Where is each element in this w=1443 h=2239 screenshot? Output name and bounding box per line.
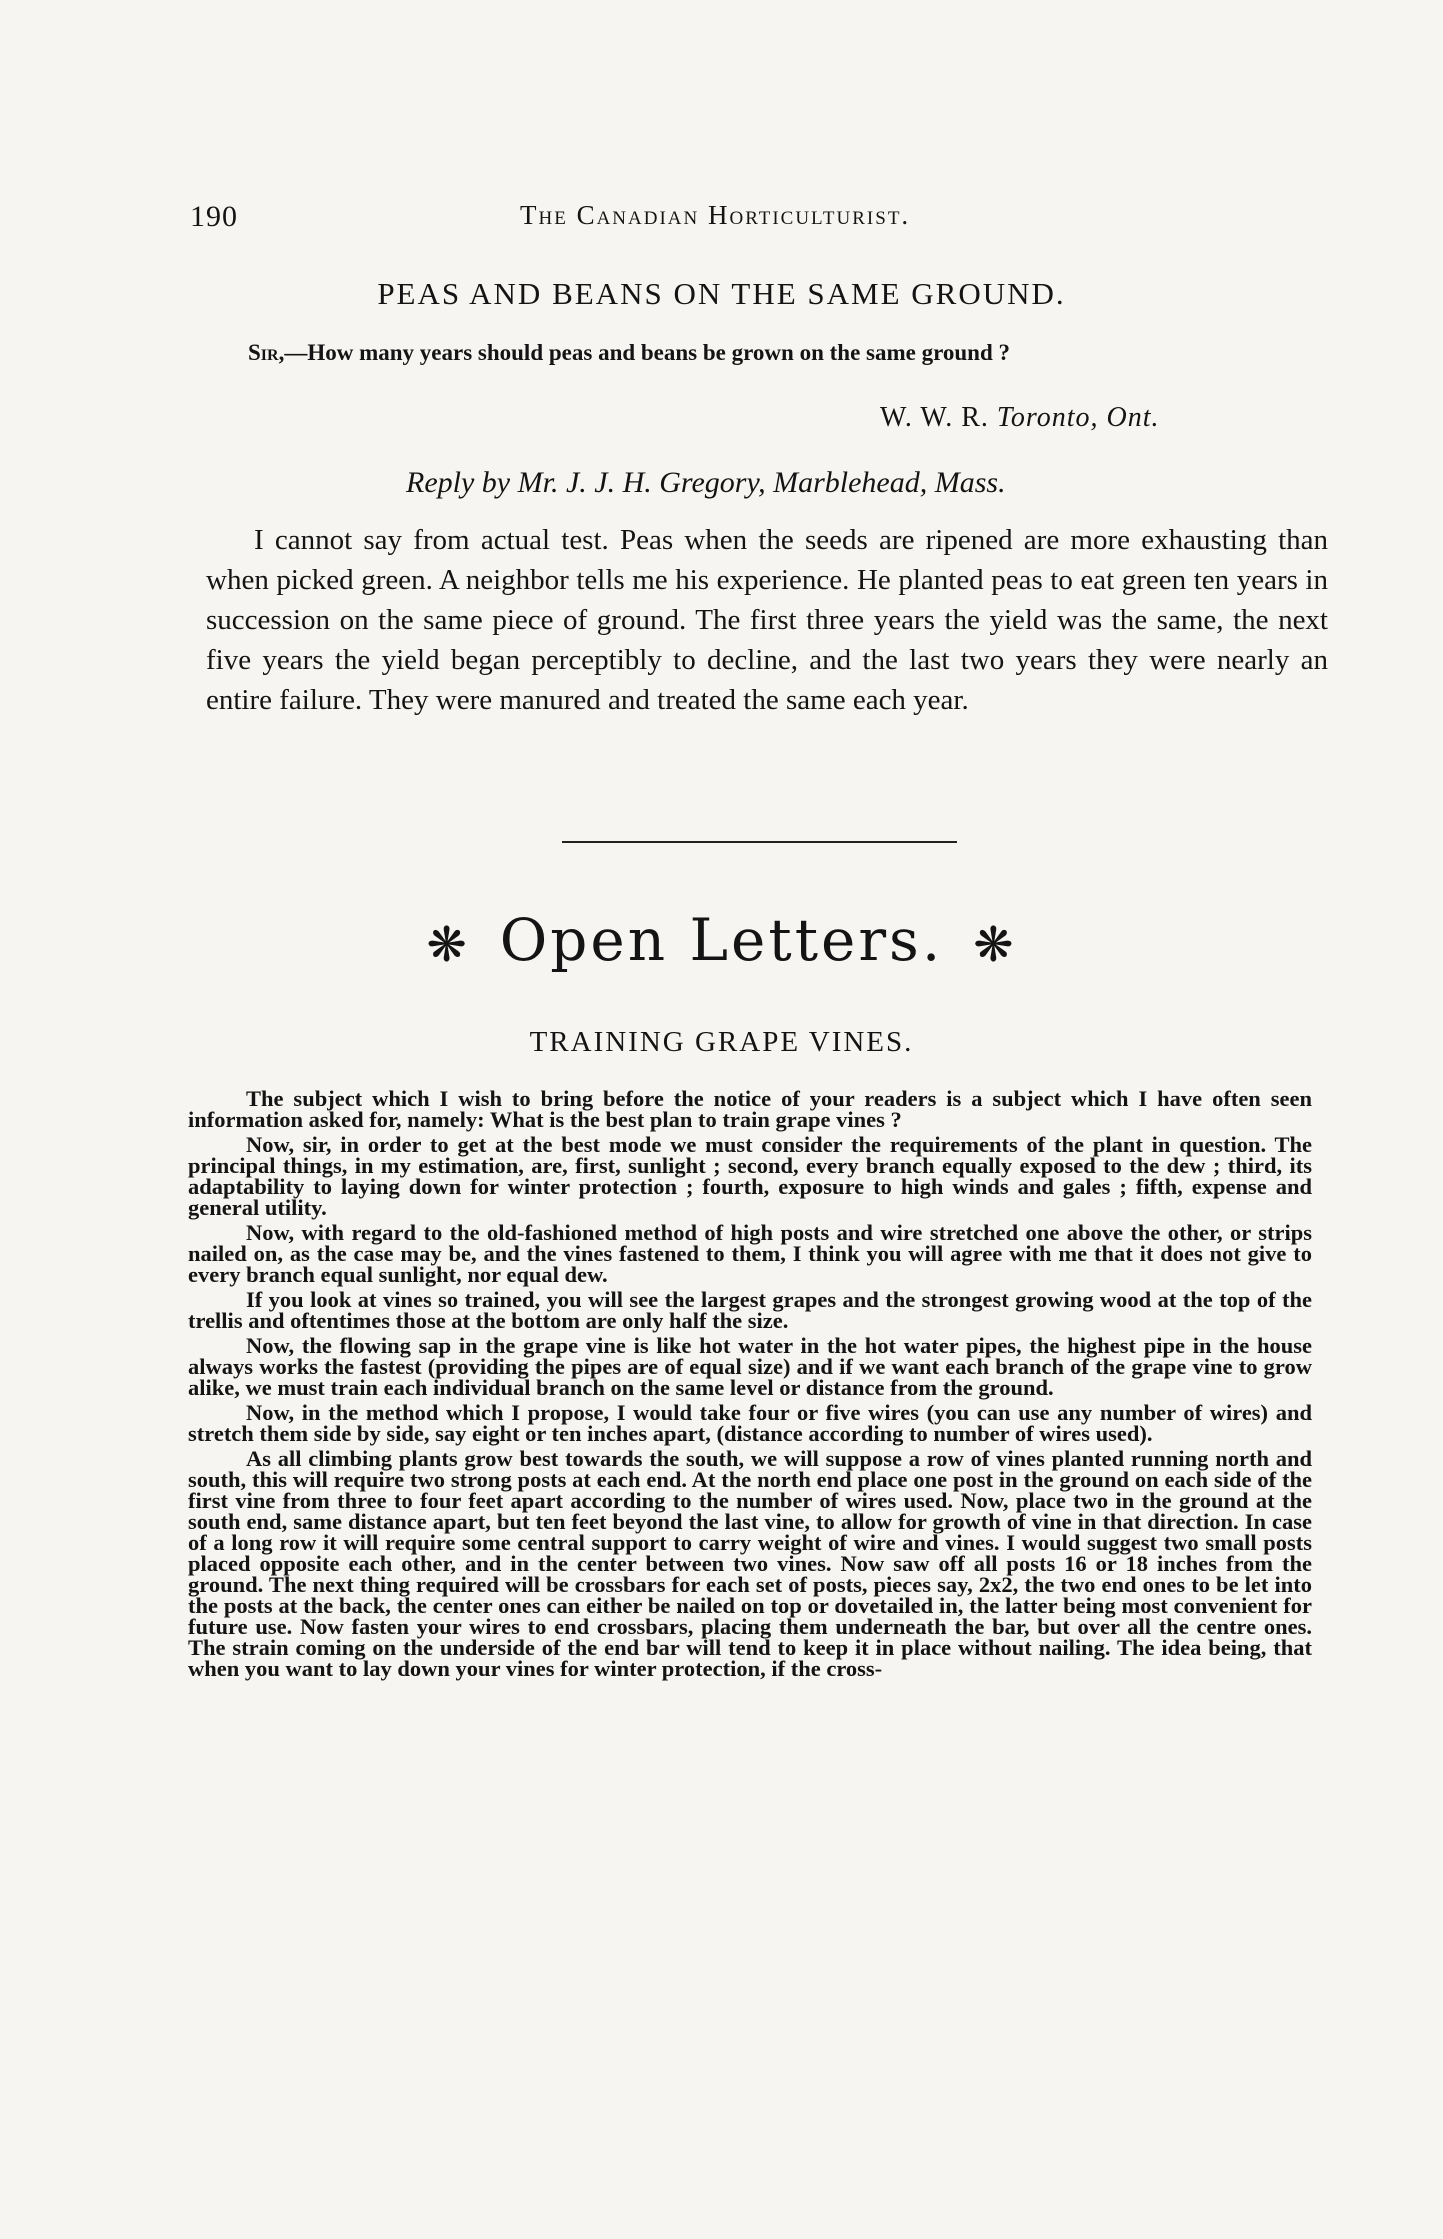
- reply-body: I cannot say from actual test. Peas when the seeds are ripened are more exhausting than when picked green. A neighbor tells me his experience. He planted peas to eat green ten years in succession on the same piece of ground. The first three years the yield was the same, the next five years the yield began perceptibly to decline, and the last two years they were nearly an entire failure. They were manured and treated the same each year.: [206, 524, 1328, 716]
- question-signature: [880, 402, 1280, 434]
- section-divider: [562, 841, 957, 843]
- letter-paragraph: Now, sir, in order to get at the best mode we must consider the requirements of the plant in question. The principal things, in my estimation, are, first, sunlight ; second, every branch equally exposed to the dew ; third, its adaptability to laying down for winter protection ; fourth, exposure to high winds and gales ; fifth, expense and general utility.: [188, 1132, 1312, 1220]
- page-number: 190: [190, 200, 238, 233]
- question-salutation: Sir,: [248, 340, 285, 365]
- reply-byline: Reply by Mr. J. J. H. Gregory, Marblehead, Mass.: [406, 466, 1006, 499]
- signature-place: Toronto, Ont.: [996, 402, 1160, 433]
- letter-title: TRAINING GRAPE VINES.: [529, 1026, 914, 1058]
- section-heading: [0, 906, 1443, 974]
- ornament-star-icon: ❋: [426, 916, 470, 973]
- letter-paragraph: If you look at vines so trained, you will see the largest grapes and the strongest growing wood at the top of the trellis and oftentimes those at the bottom are only half the size.: [188, 1287, 1312, 1333]
- question-text: —How many years should peas and beans be grown on the same ground ?: [284, 340, 1011, 365]
- ornament-star-icon: ❋: [973, 916, 1017, 973]
- letter-body: [188, 1088, 1312, 1683]
- letter-paragraph: As all climbing plants grow best towards the south, we will suppose a row of vines planted running north and south, this will require two strong posts at each end. At the north end place one post in the ground on each side of the first vine from three to four feet apart according to the number of wires used. Now, place two in the ground at the south end, same distance apart, but ten feet beyond the last vine, to allow for growth of vine in that direction. In case of a long row it will require some central support to carry weight of wire and vines. I would suggest two small posts placed opposite each other, and in the center between two vines. Now saw off all posts 16 or 18 inches from the ground. The next thing required will be crossbars for each set of posts, pieces say, 2x2, the two end ones to be let into the posts at the back, the center ones can either be nailed on top or dovetailed in, the latter being most convenient for future use. Now fasten your wires to end crossbars, placing them underneath the bar, but over all the centre ones. The strain coming on the underside of the end bar will tend to keep it in place without nailing. The idea being, that when you want to lay down your vines for winter protection, if the cross-: [188, 1446, 1312, 1681]
- letter-paragraph: The subject which I wish to bring before the notice of your readers is a subject which I have often seen information asked for, namely: What is the best plan to train grape vines ?: [188, 1086, 1312, 1132]
- section-heading-text: Open Letters.: [499, 906, 944, 974]
- running-head: The Canadian Horticulturist.: [520, 200, 911, 230]
- reader-question: [248, 340, 1248, 366]
- letter-paragraph: Now, the flowing sap in the grape vine is like hot water in the hot water pipes, the highest pipe in the house always works the fastest (providing the pipes are of equal size) and if we want each branch of the grape vine to grow alike, we must train each individual branch on the same level or distance from the ground.: [188, 1333, 1312, 1400]
- letter-paragraph: Now, in the method which I propose, I would take four or five wires (you can use any number of wires) and stretch them side by side, say eight or ten inches apart, (distance according to number of wires used).: [188, 1400, 1312, 1446]
- page-header: [190, 200, 1330, 240]
- article-title: PEAS AND BEANS ON THE SAME GROUND.: [377, 276, 1066, 311]
- letter-paragraph: Now, with regard to the old-fashioned method of high posts and wire stretched one above the other, or strips nailed on, as the case may be, and the vines fastened to them, I think you will agree with me that it does not give to every branch equal sunlight, nor equal dew.: [188, 1220, 1312, 1287]
- signature-initials: W. W. R.: [880, 402, 989, 433]
